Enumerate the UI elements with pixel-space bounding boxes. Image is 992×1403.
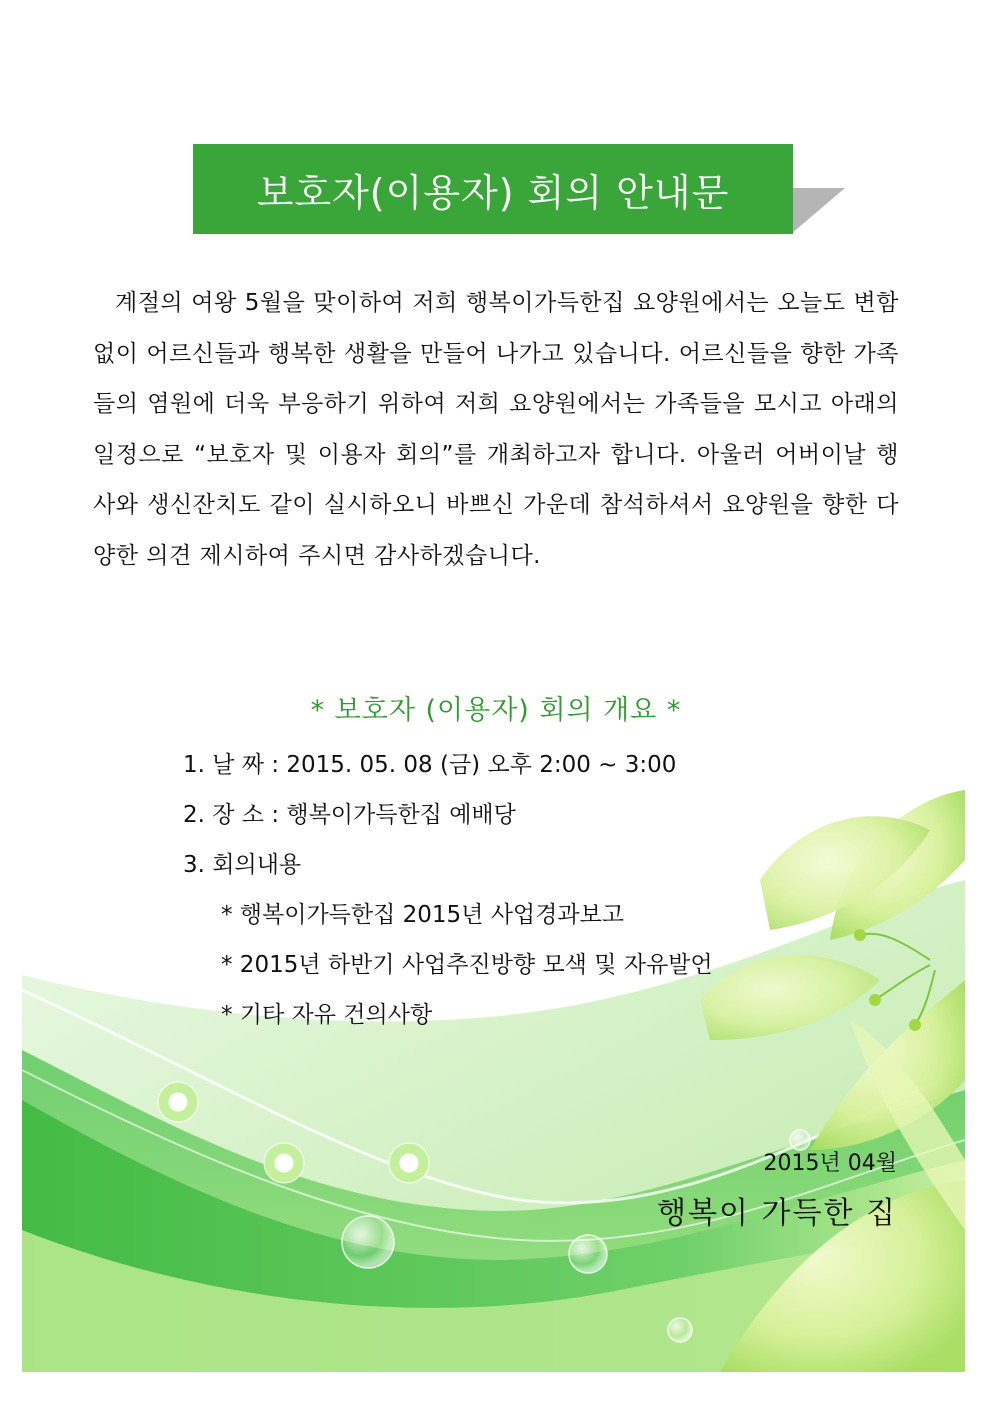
footer-signature [657,1140,897,1240]
agenda-item: * 2015년 하반기 사업추진방향 모색 및 자유발언 [221,952,713,978]
overview-heading: * 보호자 (이용자) 회의 개요 * [310,695,682,726]
overview-date: 1. 날 짜 : 2015. 05. 08 (금) 오후 2:00 ~ 3:00 [183,752,677,778]
issue-date: 2015년 04월 [763,1151,897,1176]
title-banner [193,144,845,236]
agenda-item: * 행복이가득한집 2015년 사업경과보고 [221,902,625,928]
organization-name: 행복이 가득한 집 [657,1196,897,1231]
overview-location: 2. 장 소 : 행복이가득한집 예배당 [183,802,516,828]
overview-agenda-heading: 3. 회의내용 [183,852,302,878]
page-title: 보호자(이용자) 회의 안내문 [193,144,793,234]
invitation-body: 계절의 여왕 5월을 맞이하여 저희 행복이가득한집 요양원에서는 오늘도 변함없이 어르신들과 행복한 생활을 만들어 나가고 있습니다. 어르신들을 향한 가족들의 염원에 더욱 부응하기 위하여 저희 요양원에서는 가족들을 모시고 아래의 일정으로 “보호자 및 이용자 회의”를 개최하고자 합니다. 아울러 어버이날 행사와 생신잔치도 같이 실시하오니 바쁘신 가운데 참석하셔서 요양원을 향한 다양한 의견 제시하여 주시면 감사하겠습니다. [93,290,899,569]
overview-list [183,740,713,1040]
agenda-item: * 기타 자유 건의사항 [221,1002,433,1028]
